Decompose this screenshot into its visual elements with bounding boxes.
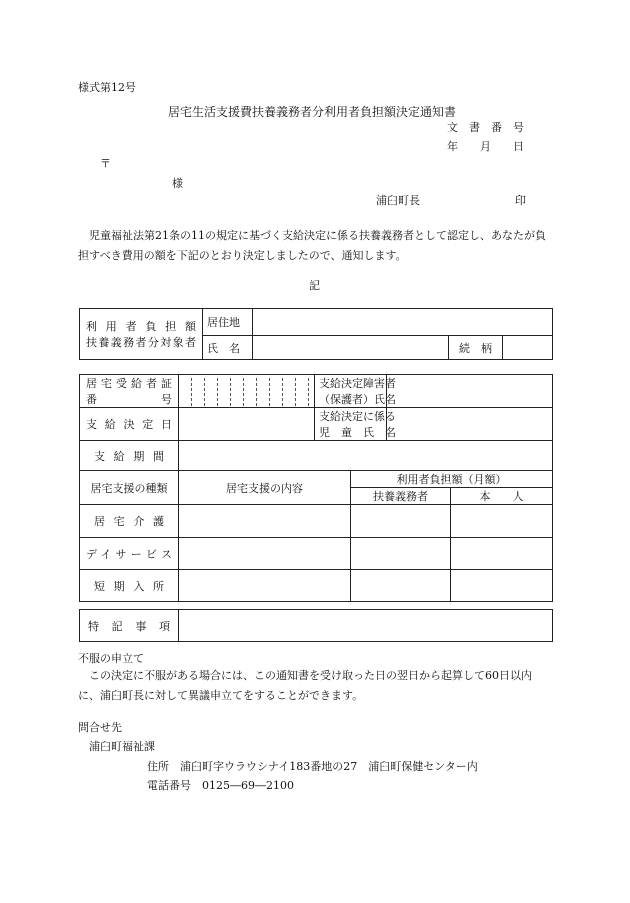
home-care-guardian-amount[interactable] [351,505,451,538]
guardian-name-value[interactable] [387,375,553,408]
subject-table [79,308,553,360]
seal-mark: 印 [515,194,526,207]
contact-phone: 電話番号 0125―69―2100 [147,779,294,792]
document-title: 居宅生活支援費扶養義務者分利用者負担額決定通知書 [168,105,457,119]
notes-table [79,609,553,642]
name-label: 氏 名 [203,336,253,360]
guardian-name-label: 支給決定障害者 （保護者）氏名 [315,375,387,408]
short-stay-content[interactable] [179,570,351,602]
service-table [79,374,553,602]
service-type-header: 居宅支援の種類 [80,471,179,505]
short-stay-self-amount[interactable] [451,570,553,602]
notes-value[interactable] [179,610,553,642]
appeal-text: この決定に不服がある場合には、この通知書を受け取った日の翌日から起算して60日以内に、浦臼町長に対して異議申立てをすることができます。 [78,669,532,702]
form-number: 様式第12号 [78,81,136,94]
service-row-short-stay: 短期入所 [80,570,179,602]
contact-heading: 問合せ先 [78,721,122,734]
address-value[interactable] [253,309,553,336]
notes-label: 特記事項 [80,610,179,642]
day-service-self-amount[interactable] [451,538,553,570]
guardian-column-header: 扶養義務者 [351,488,451,505]
period-label: 支給期間 [80,441,179,471]
child-name-value[interactable] [387,408,553,441]
decision-date-value[interactable] [179,408,315,441]
home-care-content[interactable] [179,505,351,538]
service-content-header: 居宅支援の内容 [179,471,351,505]
postal-mark: 〒 [100,157,111,170]
home-care-self-amount[interactable] [451,505,553,538]
ki-mark: 記 [309,279,320,292]
period-value[interactable] [179,441,553,471]
decision-date-label: 支給決定日 [80,408,179,441]
honorific: 様 [172,177,183,190]
recipient-number-boxes[interactable] [179,375,315,408]
self-column-header: 本 人 [451,488,553,505]
subject-label: 利 用 者 負 担 額 扶養義務者分対象者 [80,309,203,360]
issuer: 浦臼町長 [376,194,420,207]
relation-label: 続 柄 [449,336,503,360]
recipient-number-label: 居宅受給者証 番 号 [80,375,179,408]
child-name-label: 支給決定に係る 児 童 氏 名 [315,408,387,441]
day-service-content[interactable] [179,538,351,570]
document-number-label: 文 書 番 号 [447,121,524,134]
burden-header: 利用者負担額（月額） [351,471,553,488]
appeal-heading: 不服の申立て [78,652,144,665]
contact-address: 住所 浦臼町字ウラウシナイ183番地の27 浦臼町保健センター内 [147,760,478,773]
short-stay-guardian-amount[interactable] [351,570,451,602]
day-service-guardian-amount[interactable] [351,538,451,570]
service-row-day-service: デイサービス [80,538,179,570]
service-row-home-care: 居宅介護 [80,505,179,538]
contact-department: 浦臼町福祉課 [89,740,155,753]
body-text: 児童福祉法第21条の11の規定に基づく支給決定に係る扶養義務者として認定し、あなたが負担すべき費用の額を下記のとおり決定しましたので、通知します。 [78,229,546,262]
name-value[interactable] [253,336,449,360]
relation-value[interactable] [503,336,553,360]
date-label: 年 月 日 [447,140,524,153]
address-label: 居住地 [203,309,253,336]
